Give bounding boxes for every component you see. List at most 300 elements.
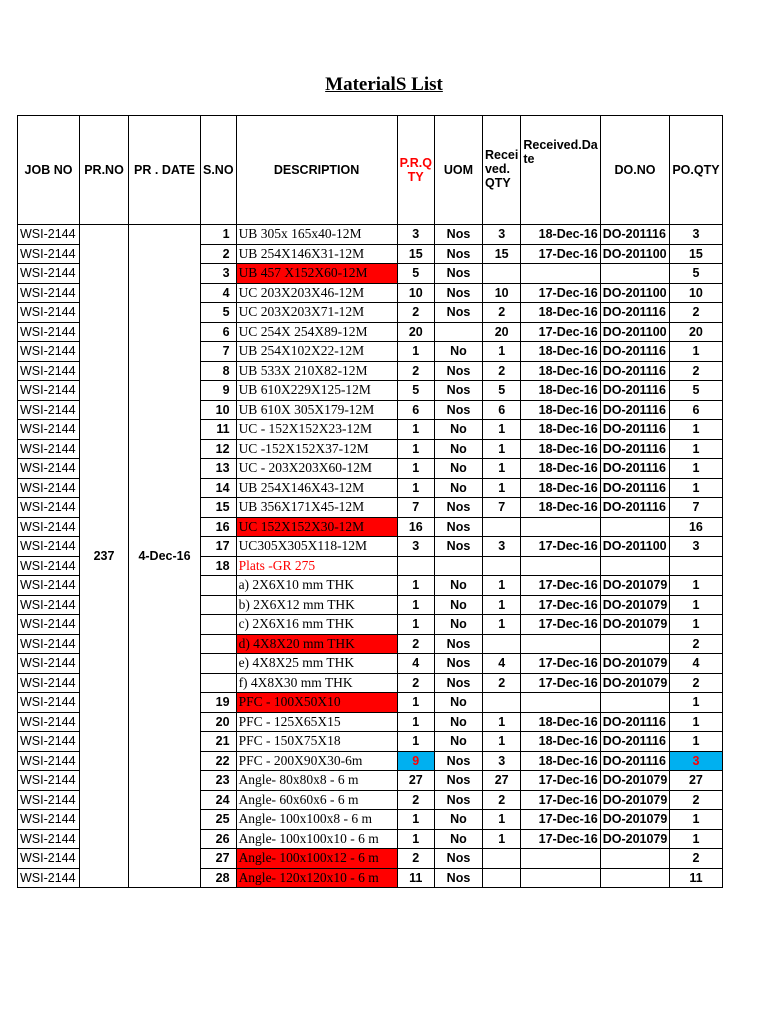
prqty-cell: 1	[397, 459, 434, 479]
do-no-cell	[600, 849, 670, 869]
received-date-cell: 18-Dec-16	[521, 439, 600, 459]
received-qty-cell	[482, 868, 520, 888]
received-qty-cell: 3	[482, 751, 520, 771]
uom-cell: No	[434, 576, 482, 596]
uom-cell: No	[434, 732, 482, 752]
do-no-cell: DO-201116	[600, 459, 670, 479]
received-date-cell: 18-Dec-16	[521, 400, 600, 420]
po-qty-cell: 1	[670, 829, 722, 849]
job-no-cell: WSI-2144	[18, 654, 80, 674]
job-no-cell: WSI-2144	[18, 517, 80, 537]
sno-cell: 12	[201, 439, 237, 459]
do-no-cell: DO-201100	[600, 322, 670, 342]
prqty-cell: 10	[397, 283, 434, 303]
col-header-po-qty: PO.QTY	[670, 116, 722, 225]
sno-cell: 18	[201, 556, 237, 576]
job-no-cell: WSI-2144	[18, 283, 80, 303]
prqty-cell: 4	[397, 654, 434, 674]
do-no-cell: DO-201079	[600, 595, 670, 615]
description-cell: UB 610X229X125-12M	[236, 381, 397, 401]
received-date-cell: 17-Dec-16	[521, 615, 600, 635]
description-cell: UC - 152X152X23-12M	[236, 420, 397, 440]
description-cell: UB 610X 305X179-12M	[236, 400, 397, 420]
received-qty-cell: 1	[482, 829, 520, 849]
job-no-cell: WSI-2144	[18, 381, 80, 401]
received-qty-cell	[482, 517, 520, 537]
received-qty-cell: 3	[482, 225, 520, 245]
received-qty-cell: 2	[482, 303, 520, 323]
po-qty-cell: 7	[670, 498, 722, 518]
uom-cell: No	[434, 459, 482, 479]
uom-cell: Nos	[434, 634, 482, 654]
do-no-cell: DO-201116	[600, 439, 670, 459]
job-no-cell: WSI-2144	[18, 303, 80, 323]
description-cell: e) 4X8X25 mm THK	[236, 654, 397, 674]
po-qty-cell: 1	[670, 732, 722, 752]
job-no-cell: WSI-2144	[18, 849, 80, 869]
po-qty-cell: 1	[670, 712, 722, 732]
description-cell: b) 2X6X12 mm THK	[236, 595, 397, 615]
uom-cell: No	[434, 693, 482, 713]
received-qty-cell: 1	[482, 342, 520, 362]
received-qty-cell: 1	[482, 810, 520, 830]
po-qty-cell: 5	[670, 381, 722, 401]
received-date-cell: 17-Dec-16	[521, 829, 600, 849]
do-no-cell: DO-201116	[600, 303, 670, 323]
prqty-cell: 2	[397, 673, 434, 693]
do-no-cell: DO-201116	[600, 342, 670, 362]
col-header-received-qty: Recei ved. QTY	[482, 116, 520, 225]
received-qty-cell	[482, 634, 520, 654]
page-title: MaterialS List	[325, 74, 443, 95]
description-cell: UB 356X171X45-12M	[236, 498, 397, 518]
received-qty-cell: 2	[482, 790, 520, 810]
prqty-cell: 5	[397, 381, 434, 401]
sno-cell: 22	[201, 751, 237, 771]
header-row	[18, 116, 723, 225]
received-date-cell	[521, 868, 600, 888]
sno-cell: 26	[201, 829, 237, 849]
do-no-cell	[600, 517, 670, 537]
prqty-cell: 20	[397, 322, 434, 342]
job-no-cell: WSI-2144	[18, 537, 80, 557]
uom-cell: Nos	[434, 361, 482, 381]
received-date-cell: 18-Dec-16	[521, 381, 600, 401]
received-date-cell: 17-Dec-16	[521, 595, 600, 615]
received-date-cell	[521, 517, 600, 537]
job-no-cell: WSI-2144	[18, 342, 80, 362]
prqty-cell: 1	[397, 810, 434, 830]
uom-cell: No	[434, 829, 482, 849]
uom-cell: No	[434, 478, 482, 498]
sno-cell: 7	[201, 342, 237, 362]
received-date-cell: 18-Dec-16	[521, 459, 600, 479]
uom-cell: Nos	[434, 244, 482, 264]
po-qty-cell: 15	[670, 244, 722, 264]
po-qty-cell: 10	[670, 283, 722, 303]
sno-cell: 24	[201, 790, 237, 810]
prqty-cell: 1	[397, 595, 434, 615]
job-no-cell: WSI-2144	[18, 673, 80, 693]
received-date-cell: 18-Dec-16	[521, 303, 600, 323]
po-qty-cell: 5	[670, 264, 722, 284]
po-qty-cell: 1	[670, 420, 722, 440]
po-qty-cell: 1	[670, 459, 722, 479]
po-qty-cell: 3	[670, 537, 722, 557]
job-no-cell: WSI-2144	[18, 595, 80, 615]
job-no-cell: WSI-2144	[18, 790, 80, 810]
received-qty-cell: 27	[482, 771, 520, 791]
received-date-cell: 18-Dec-16	[521, 342, 600, 362]
description-cell: UC305X305X118-12M	[236, 537, 397, 557]
uom-cell: Nos	[434, 537, 482, 557]
do-no-cell: DO-201079	[600, 829, 670, 849]
received-qty-cell: 7	[482, 498, 520, 518]
received-date-cell	[521, 849, 600, 869]
received-qty-cell: 3	[482, 537, 520, 557]
received-date-cell: 18-Dec-16	[521, 732, 600, 752]
job-no-cell: WSI-2144	[18, 420, 80, 440]
description-cell: UB 457 X152X60-12M	[236, 264, 397, 284]
sno-cell: 20	[201, 712, 237, 732]
do-no-cell	[600, 556, 670, 576]
uom-cell: Nos	[434, 673, 482, 693]
do-no-cell: DO-201116	[600, 498, 670, 518]
description-cell: UB 254X146X31-12M	[236, 244, 397, 264]
do-no-cell	[600, 264, 670, 284]
received-qty-cell: 4	[482, 654, 520, 674]
prqty-cell: 2	[397, 361, 434, 381]
uom-cell: Nos	[434, 868, 482, 888]
uom-cell: No	[434, 810, 482, 830]
po-qty-cell: 2	[670, 361, 722, 381]
do-no-cell: DO-201079	[600, 576, 670, 596]
uom-cell: No	[434, 595, 482, 615]
uom-cell	[434, 556, 482, 576]
received-date-cell: 18-Dec-16	[521, 751, 600, 771]
do-no-cell: DO-201116	[600, 400, 670, 420]
col-header-sno: S.NO	[201, 116, 237, 225]
sno-cell: 28	[201, 868, 237, 888]
description-cell: PFC - 150X75X18	[236, 732, 397, 752]
received-qty-cell: 2	[482, 361, 520, 381]
description-cell: UB 533X 210X82-12M	[236, 361, 397, 381]
prqty-cell: 1	[397, 439, 434, 459]
sno-cell: 16	[201, 517, 237, 537]
description-cell: d) 4X8X20 mm THK	[236, 634, 397, 654]
do-no-cell: DO-201100	[600, 537, 670, 557]
do-no-cell: DO-201079	[600, 673, 670, 693]
col-header-description: DESCRIPTION	[236, 116, 397, 225]
col-header-pr-no: PR.NO	[80, 116, 129, 225]
description-cell: Angle- 100x100x8 - 6 m	[236, 810, 397, 830]
job-no-cell: WSI-2144	[18, 868, 80, 888]
prqty-cell: 6	[397, 400, 434, 420]
received-qty-cell	[482, 264, 520, 284]
sno-cell: 3	[201, 264, 237, 284]
po-qty-cell: 4	[670, 654, 722, 674]
prqty-cell: 1	[397, 615, 434, 635]
po-qty-cell: 1	[670, 693, 722, 713]
do-no-cell	[600, 634, 670, 654]
job-no-cell: WSI-2144	[18, 225, 80, 245]
sno-cell: 10	[201, 400, 237, 420]
received-qty-cell: 1	[482, 439, 520, 459]
uom-cell: Nos	[434, 225, 482, 245]
prqty-cell: 3	[397, 225, 434, 245]
uom-cell: Nos	[434, 283, 482, 303]
received-qty-cell: 1	[482, 420, 520, 440]
sno-cell	[201, 673, 237, 693]
received-date-cell: 18-Dec-16	[521, 420, 600, 440]
job-no-cell: WSI-2144	[18, 732, 80, 752]
po-qty-cell: 1	[670, 810, 722, 830]
received-qty-cell: 1	[482, 712, 520, 732]
col-header-uom: UOM	[434, 116, 482, 225]
po-qty-cell: 27	[670, 771, 722, 791]
received-qty-cell: 1	[482, 576, 520, 596]
prqty-cell: 1	[397, 342, 434, 362]
do-no-cell: DO-201116	[600, 381, 670, 401]
job-no-cell: WSI-2144	[18, 810, 80, 830]
prqty-cell	[397, 556, 434, 576]
uom-cell: Nos	[434, 498, 482, 518]
received-qty-cell: 5	[482, 381, 520, 401]
job-no-cell: WSI-2144	[18, 771, 80, 791]
job-no-cell: WSI-2144	[18, 264, 80, 284]
job-no-cell: WSI-2144	[18, 556, 80, 576]
do-no-cell: DO-201116	[600, 361, 670, 381]
do-no-cell	[600, 693, 670, 713]
sno-cell: 25	[201, 810, 237, 830]
prqty-cell: 1	[397, 693, 434, 713]
received-qty-cell: 20	[482, 322, 520, 342]
received-date-cell: 17-Dec-16	[521, 244, 600, 264]
uom-cell: Nos	[434, 303, 482, 323]
po-qty-cell: 2	[670, 634, 722, 654]
uom-cell: Nos	[434, 264, 482, 284]
do-no-cell: DO-201116	[600, 712, 670, 732]
job-no-cell: WSI-2144	[18, 576, 80, 596]
job-no-cell: WSI-2144	[18, 615, 80, 635]
sno-cell	[201, 615, 237, 635]
received-date-cell: 17-Dec-16	[521, 576, 600, 596]
do-no-cell: DO-201116	[600, 751, 670, 771]
do-no-cell: DO-201116	[600, 478, 670, 498]
sno-cell: 19	[201, 693, 237, 713]
col-header-prqty: P.R.Q TY	[397, 116, 434, 225]
received-date-cell: 17-Dec-16	[521, 810, 600, 830]
prqty-cell: 2	[397, 303, 434, 323]
description-cell: UC - 203X203X60-12M	[236, 459, 397, 479]
sno-cell	[201, 595, 237, 615]
received-date-cell: 17-Dec-16	[521, 673, 600, 693]
description-cell: Angle- 100x100x10 - 6 m	[236, 829, 397, 849]
do-no-cell: DO-201116	[600, 420, 670, 440]
do-no-cell: DO-201079	[600, 810, 670, 830]
description-cell: Plats -GR 275	[236, 556, 397, 576]
uom-cell: Nos	[434, 400, 482, 420]
po-qty-cell: 1	[670, 342, 722, 362]
sno-cell: 2	[201, 244, 237, 264]
uom-cell: Nos	[434, 654, 482, 674]
sno-cell	[201, 576, 237, 596]
prqty-cell: 2	[397, 849, 434, 869]
job-no-cell: WSI-2144	[18, 361, 80, 381]
prqty-cell: 27	[397, 771, 434, 791]
col-header-pr-date: PR . DATE	[129, 116, 201, 225]
uom-cell: Nos	[434, 381, 482, 401]
do-no-cell: DO-201100	[600, 244, 670, 264]
sno-cell: 6	[201, 322, 237, 342]
description-cell: UC 203X203X46-12M	[236, 283, 397, 303]
do-no-cell: DO-201116	[600, 732, 670, 752]
col-header-job-no: JOB NO	[18, 116, 80, 225]
prqty-cell: 15	[397, 244, 434, 264]
received-date-cell: 17-Dec-16	[521, 322, 600, 342]
uom-cell: No	[434, 712, 482, 732]
prqty-cell: 1	[397, 829, 434, 849]
do-no-cell: DO-201116	[600, 225, 670, 245]
po-qty-cell: 20	[670, 322, 722, 342]
received-qty-cell: 6	[482, 400, 520, 420]
received-date-cell	[521, 634, 600, 654]
prqty-cell: 7	[397, 498, 434, 518]
description-cell: Angle- 100x100x12 - 6 m	[236, 849, 397, 869]
received-date-cell: 18-Dec-16	[521, 712, 600, 732]
received-date-cell	[521, 693, 600, 713]
description-cell: f) 4X8X30 mm THK	[236, 673, 397, 693]
received-qty-cell	[482, 849, 520, 869]
description-cell: UB 305x 165x40-12M	[236, 225, 397, 245]
prqty-cell: 1	[397, 576, 434, 596]
uom-cell: No	[434, 342, 482, 362]
po-qty-cell: 2	[670, 673, 722, 693]
po-qty-cell: 1	[670, 615, 722, 635]
description-cell: a) 2X6X10 mm THK	[236, 576, 397, 596]
po-qty-cell: 1	[670, 478, 722, 498]
job-no-cell: WSI-2144	[18, 478, 80, 498]
uom-cell: Nos	[434, 771, 482, 791]
prqty-cell: 9	[397, 751, 434, 771]
job-no-cell: WSI-2144	[18, 634, 80, 654]
sno-cell: 27	[201, 849, 237, 869]
do-no-cell	[600, 868, 670, 888]
received-date-cell: 18-Dec-16	[521, 478, 600, 498]
received-date-cell: 17-Dec-16	[521, 537, 600, 557]
job-no-cell: WSI-2144	[18, 498, 80, 518]
po-qty-cell: 11	[670, 868, 722, 888]
do-no-cell: DO-201079	[600, 615, 670, 635]
sno-cell: 11	[201, 420, 237, 440]
sno-cell: 13	[201, 459, 237, 479]
description-cell: UC 254X 254X89-12M	[236, 322, 397, 342]
do-no-cell: DO-201100	[600, 283, 670, 303]
job-no-cell: WSI-2144	[18, 829, 80, 849]
po-qty-cell: 2	[670, 849, 722, 869]
received-qty-cell: 1	[482, 615, 520, 635]
uom-cell: No	[434, 439, 482, 459]
description-cell: PFC - 100X50X10	[236, 693, 397, 713]
received-qty-cell: 1	[482, 732, 520, 752]
prqty-cell: 2	[397, 790, 434, 810]
prqty-cell: 1	[397, 420, 434, 440]
received-date-cell: 18-Dec-16	[521, 361, 600, 381]
uom-cell	[434, 322, 482, 342]
sno-cell	[201, 654, 237, 674]
prqty-cell: 1	[397, 712, 434, 732]
description-cell: UC 152X152X30-12M	[236, 517, 397, 537]
uom-cell: No	[434, 615, 482, 635]
received-date-cell	[521, 556, 600, 576]
po-qty-cell: 1	[670, 576, 722, 596]
po-qty-cell: 1	[670, 439, 722, 459]
job-no-cell: WSI-2144	[18, 693, 80, 713]
sno-cell: 15	[201, 498, 237, 518]
po-qty-cell: 16	[670, 517, 722, 537]
sno-cell: 23	[201, 771, 237, 791]
prqty-cell: 16	[397, 517, 434, 537]
po-qty-cell: 6	[670, 400, 722, 420]
col-header-do-no: DO.NO	[600, 116, 670, 225]
prqty-cell: 1	[397, 732, 434, 752]
uom-cell: Nos	[434, 790, 482, 810]
sno-cell: 5	[201, 303, 237, 323]
materials-table	[17, 115, 723, 888]
description-cell: c) 2X6X16 mm THK	[236, 615, 397, 635]
received-qty-cell: 1	[482, 478, 520, 498]
po-qty-cell	[670, 556, 722, 576]
received-date-cell: 17-Dec-16	[521, 283, 600, 303]
prqty-cell: 3	[397, 537, 434, 557]
received-date-cell	[521, 264, 600, 284]
received-qty-cell: 15	[482, 244, 520, 264]
pr-no-cell: 237	[80, 225, 129, 888]
pr-date-cell: 4-Dec-16	[129, 225, 201, 888]
received-qty-cell: 10	[482, 283, 520, 303]
uom-cell: No	[434, 420, 482, 440]
description-cell: PFC - 200X90X30-6m	[236, 751, 397, 771]
received-date-cell: 17-Dec-16	[521, 790, 600, 810]
prqty-cell: 1	[397, 478, 434, 498]
job-no-cell: WSI-2144	[18, 751, 80, 771]
sno-cell: 4	[201, 283, 237, 303]
description-cell: Angle- 120x120x10 - 6 m	[236, 868, 397, 888]
description-cell: Angle- 80x80x8 - 6 m	[236, 771, 397, 791]
description-cell: UC -152X152X37-12M	[236, 439, 397, 459]
po-qty-cell: 2	[670, 790, 722, 810]
job-no-cell: WSI-2144	[18, 712, 80, 732]
sno-cell: 21	[201, 732, 237, 752]
received-date-cell: 17-Dec-16	[521, 771, 600, 791]
do-no-cell: DO-201079	[600, 771, 670, 791]
description-cell: UB 254X146X43-12M	[236, 478, 397, 498]
received-qty-cell: 1	[482, 595, 520, 615]
description-cell: UC 203X203X71-12M	[236, 303, 397, 323]
received-qty-cell	[482, 693, 520, 713]
uom-cell: Nos	[434, 517, 482, 537]
description-cell: Angle- 60x60x6 - 6 m	[236, 790, 397, 810]
sno-cell: 9	[201, 381, 237, 401]
sno-cell: 14	[201, 478, 237, 498]
uom-cell: Nos	[434, 751, 482, 771]
sno-cell: 8	[201, 361, 237, 381]
po-qty-cell: 1	[670, 595, 722, 615]
description-cell: UB 254X102X22-12M	[236, 342, 397, 362]
sno-cell	[201, 634, 237, 654]
prqty-cell: 5	[397, 264, 434, 284]
job-no-cell: WSI-2144	[18, 439, 80, 459]
